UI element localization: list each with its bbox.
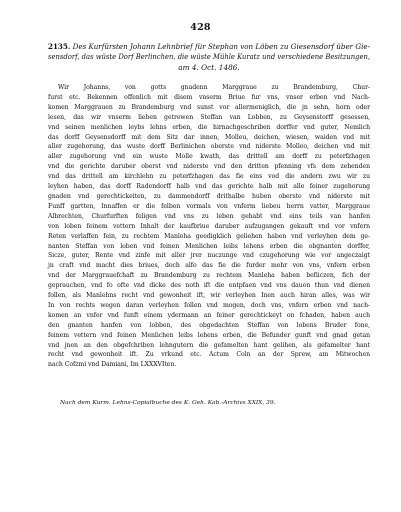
body-line: das dorff Geysensdorff mit dem Sitz dar innen, Molleu, deichen, wiesen, waiden vnd mit [48, 133, 370, 141]
body-line: Funff gartten, Innaffen er die felben vormals von vnferm liebeu herrn vatter, Marggraue [48, 202, 370, 210]
body-line: geprauchen, vnd fo ofte vnd dicke des noth ift die entpfaen vnd vns dauon thun vnd dienen [48, 282, 370, 290]
body-line: follen, als Manlehns recht vnd gewonheit ift, wir verleyhen Inen auch hiran alles, was wir [48, 292, 370, 300]
body-line: vnd das drittell am kirchlehn zu peterfzhagen das fie eins vod die andern zwu wir zu [48, 173, 370, 181]
body-line: komen an vnfer vnd funft einem ydermann an feiner gerechtickeyt on fchaden, haben auch [48, 311, 370, 319]
body-line: von loben feinem vettern Inhalt der kaufbriue daruber aufzugangen gekauft vnd vor vnfern [48, 222, 370, 230]
body-line: jn craft vnd macht dies briues, doch alfo das fie die furder mehr von vns, vnfern erben [48, 262, 370, 270]
source-footnote: Nach dem Kurm. Lehns-Copialbuche des K. Geh. Kab.-Archivs XXIX, 39. [60, 400, 276, 406]
body-line: nach Cofzmi vnd Damiani, Im LXXXVIten. [48, 361, 177, 369]
heading-line-3: am 4. Oct. 1486. [178, 62, 240, 72]
body-line: vnd die gerichte daruber oberst vnd niderste vnd den dritten pfenning vfs dem zehenden [48, 163, 370, 171]
body-line: nanten Steffan von loben vnd feinen Menlichen leibs lehens erben die obgnanten dorffer, [48, 242, 370, 250]
body-line: aller zugehorung vnd ein wuste Molle kwath, das drittell am dorff zu peterfzhagen [48, 153, 370, 161]
heading-line-2: sensdorf, das wüste Dorf Berlinchen, die wüste Mühle Kuratz und verschiedene Besitzungen, [48, 52, 371, 62]
body-line: komen Marggrauen zu Brandemburg vnd sunst vor allermeniglich, die jn sehn, horn oder [48, 103, 370, 111]
body-line: vnd jnen an den obgefchriben lehngutern die gefamelten hant gelihen, als gefamelter hant [48, 341, 370, 349]
document-body [48, 83, 370, 370]
body-line: den gnanten hanfen von lobben, des obgedachten Steffan von lobens Bruder fone, [48, 321, 370, 329]
body-line: vnd der Marggrauefchaft zu Brandemburg zu rechtem Manleha haben befiiczen, fich der [48, 272, 370, 280]
body-line: furst etc. Bekennen offenlich mit disem vnserm Briue fur vns, vnser erben vnd Nach- [48, 93, 370, 101]
body-line: aller zugehorung, das wuste dorff Berlinichen oberste vnd niderste Molleo, deichen vnd mit [48, 143, 370, 151]
body-line: lesen, das wir vnserm lieben getrewen Steffan van Lobben, zu Geysenstorff gesessen, [48, 113, 371, 121]
body-line: In von rechts wegen daran verleyhen follen vnd mogen, doch vns, vnfern erben vnd nach- [48, 301, 370, 309]
document-heading [48, 42, 370, 73]
body-line: feinem vettern vnd feinen Menlichen leibs lehens erben, die Befunder gunft vnd gnad getan [48, 331, 370, 339]
body-line: Albrechten, Churfurften feligen vnd vns zu leben gehabt vnd eins teils van hanfen [48, 212, 370, 220]
heading-line-1 [48, 42, 370, 52]
entry-number: 2135. [48, 42, 71, 51]
body-line: leyhen haben, das dorff Radendorff halb vnd das gerichte halb mit alle feiner zugehorung [48, 183, 370, 191]
body-line: Wir Johanns, von gotts gnadenn Marggraue zu Brandemburg, Chur- [58, 84, 370, 91]
body-line: gnaden vnd gerechtickeiten, zu dammendorff drithalbe huben oberste vnd niderste mit [48, 192, 370, 200]
body-line: recht vnd gewonheit ift. Zu vrkund etc. Actum Coln an der Sprew, am Mitwochen [48, 351, 370, 359]
heading-line-1-text: Des Kurfürsten Johann Lehnbrief für Stephan von Löben zu Giesensdorf über Gie- [72, 42, 370, 51]
body-line: Reten verlaffen fein, zu rechtem Manleha geedigklich geliehen haben vnd verleyhen dem ge- [48, 232, 370, 240]
body-line: vnd seinen menlichen leybs lehns erben, die hirnachgeschriben dorffer vnd guter, Nemlich [48, 123, 370, 131]
body-line: Sicze, guter, Rente vnd zinfe mit aller jrer nuczunge vnd czugehorung wie vor angeczaigt [48, 252, 370, 260]
page-number: 428 [190, 22, 211, 33]
